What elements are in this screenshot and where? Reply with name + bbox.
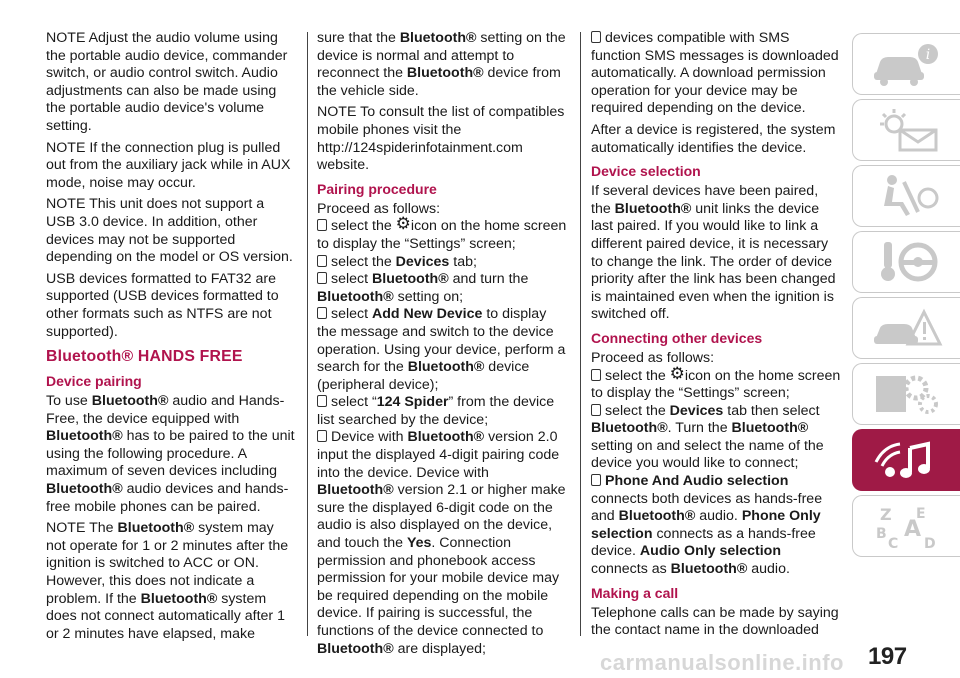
svg-text:C: C bbox=[887, 536, 898, 550]
settings-gear-icon: ⚙ bbox=[395, 214, 411, 234]
note-volume: NOTE Adjust the audio volume using the portable audio device, commander switch, or audio control switch. Audio adjustments can also be made using the portable audio device's volume setting. bbox=[46, 30, 288, 134]
sub-device-selection: Device selection bbox=[591, 163, 701, 180]
steering-key-icon bbox=[870, 238, 944, 286]
column-2 bbox=[317, 30, 569, 658]
section-title: Bluetooth® HANDS FREE bbox=[46, 348, 243, 366]
warning-lights-icon bbox=[870, 106, 944, 154]
tab-safety[interactable] bbox=[852, 165, 960, 227]
proceed-text: Proceed as follows: bbox=[591, 349, 715, 366]
svg-text:D: D bbox=[923, 536, 936, 550]
svg-text:Z: Z bbox=[879, 505, 892, 524]
svg-text:i: i bbox=[925, 47, 930, 63]
note-compatible-phones: NOTE To consult the list of compatibles mobile phones visit the http://124spiderinfotainment.com website. bbox=[317, 104, 565, 174]
proceed-text: Proceed as follows: bbox=[317, 200, 441, 217]
tab-car-info[interactable] bbox=[852, 33, 960, 95]
list-item: Device with Bluetooth® version 2.0 input the displayed 4-digit pairing code into the device. Device with Bluetooth® version 2.1 or higher make sure the displayed 6-digit code on the audio is also displayed on the device, and touch the Yes. Connection permission and phonebook access permission for your mobile device may be required depending on the mobile device. If pairing is successful, the functions of the device connected to Bluetooth® are displayed; bbox=[317, 429, 569, 658]
sub-device-pairing: Device pairing bbox=[46, 373, 142, 390]
pairing-text: To use Bluetooth® audio and Hands-Free, the device equipped with Bluetooth® has to be paired to the unit using the following procedure. A maximum of seven devices including Bluetooth® audio devices and hands-free mobile phones can be paired. bbox=[46, 393, 295, 515]
reconnect-text: sure that the Bluetooth® setting on the device is normal and attempt to reconnect the Bluetooth® device from the vehicle side. bbox=[317, 30, 566, 99]
svg-text:E: E bbox=[915, 506, 926, 522]
column-divider bbox=[580, 32, 581, 636]
sub-pairing-procedure: Pairing procedure bbox=[317, 180, 437, 197]
tab-multimedia[interactable] bbox=[852, 429, 960, 491]
sub-connecting-devices: Connecting other devices bbox=[591, 329, 763, 346]
seat-airbag-icon bbox=[870, 172, 944, 220]
multimedia-icon bbox=[870, 436, 944, 484]
list-item: select “124 Spider” from the device list searched by the device; bbox=[317, 394, 569, 429]
tab-warning-lights[interactable] bbox=[852, 99, 960, 161]
warning-triangle-car-icon bbox=[870, 304, 944, 352]
list-item: select the Devices tab; bbox=[317, 254, 569, 272]
tab-index[interactable] bbox=[852, 495, 960, 557]
note-bluetooth-delay: NOTE The Bluetooth® system may not operate for 1 or 2 minutes after the ignition is switched to ACC or ON. However, this does not indicate a problem. If the Bluetooth® system does not connect automatically after 1 or 2 minutes have elapsed, make bbox=[46, 520, 289, 642]
note-usb3: NOTE This unit does not support a USB 3.0 device. In addition, other devices may not be supported depending on the model or OS version. bbox=[46, 196, 293, 266]
svg-text:A: A bbox=[903, 517, 921, 542]
making-call-text: Telephone calls can be made by saying the contact name in the downloaded bbox=[591, 604, 839, 639]
column-1 bbox=[46, 30, 296, 647]
list-item: devices compatible with SMS function SMS messages is downloaded automatically. A download permission operation for your device may be required depending on the device. bbox=[591, 30, 841, 118]
tab-emergency[interactable] bbox=[852, 297, 960, 359]
alphabet-index-icon bbox=[870, 502, 944, 550]
list-item: select the Devices tab then select Bluetooth®. Turn the Bluetooth® setting on and select the name of the device you would like to connect; bbox=[591, 403, 841, 473]
watermark: carmanualsonline.info bbox=[600, 650, 844, 675]
car-info-icon bbox=[870, 40, 944, 88]
column-3 bbox=[591, 30, 841, 644]
sub-making-call: Making a call bbox=[591, 584, 679, 601]
list-item: select the ⚙icon on the home screen to display the “Settings” screen; bbox=[591, 363, 841, 402]
gears-icon bbox=[870, 370, 944, 418]
list-item: select Bluetooth® and turn the Bluetooth® setting on; bbox=[317, 271, 569, 306]
usb-formats: USB devices formatted to FAT32 are supported (USB devices formatted to other formats such as NTFS are not supported). bbox=[46, 270, 279, 340]
svg-text:B: B bbox=[875, 526, 887, 542]
column-divider bbox=[307, 32, 308, 636]
list-item: Phone And Audio selection connects both devices as hands-free and Bluetooth® audio. Phone Only selection connects as a hands-free device. Audio Only selection connects as Bluetooth® audio. bbox=[591, 473, 841, 579]
list-item: select the ⚙icon on the home screen to display the “Settings” screen; bbox=[317, 218, 569, 253]
tab-starting-driving[interactable] bbox=[852, 231, 960, 293]
settings-gear-icon: ⚙ bbox=[669, 363, 685, 383]
auto-identify-text: After a device is registered, the system automatically identifies the device. bbox=[591, 121, 836, 156]
list-item: select Add New Device to display the message and switch to the device operation. Using your device, perform a search for the Bluetooth® device (peripheral device); bbox=[317, 306, 569, 394]
tab-maintenance[interactable] bbox=[852, 363, 960, 425]
page-number: 197 bbox=[868, 643, 907, 670]
device-selection-text: If several devices have been paired, the Bluetooth® unit links the device last paired. If you would like to link a different paired device, it is necessary to change the link. The order of device priority after the link has been changed is maintained even when the ignition is switched off. bbox=[591, 183, 836, 323]
chapter-tab-strip bbox=[852, 33, 960, 561]
note-aux-plug: NOTE If the connection plug is pulled out from the auxiliary jack while in AUX mode, noise may occur. bbox=[46, 139, 291, 191]
